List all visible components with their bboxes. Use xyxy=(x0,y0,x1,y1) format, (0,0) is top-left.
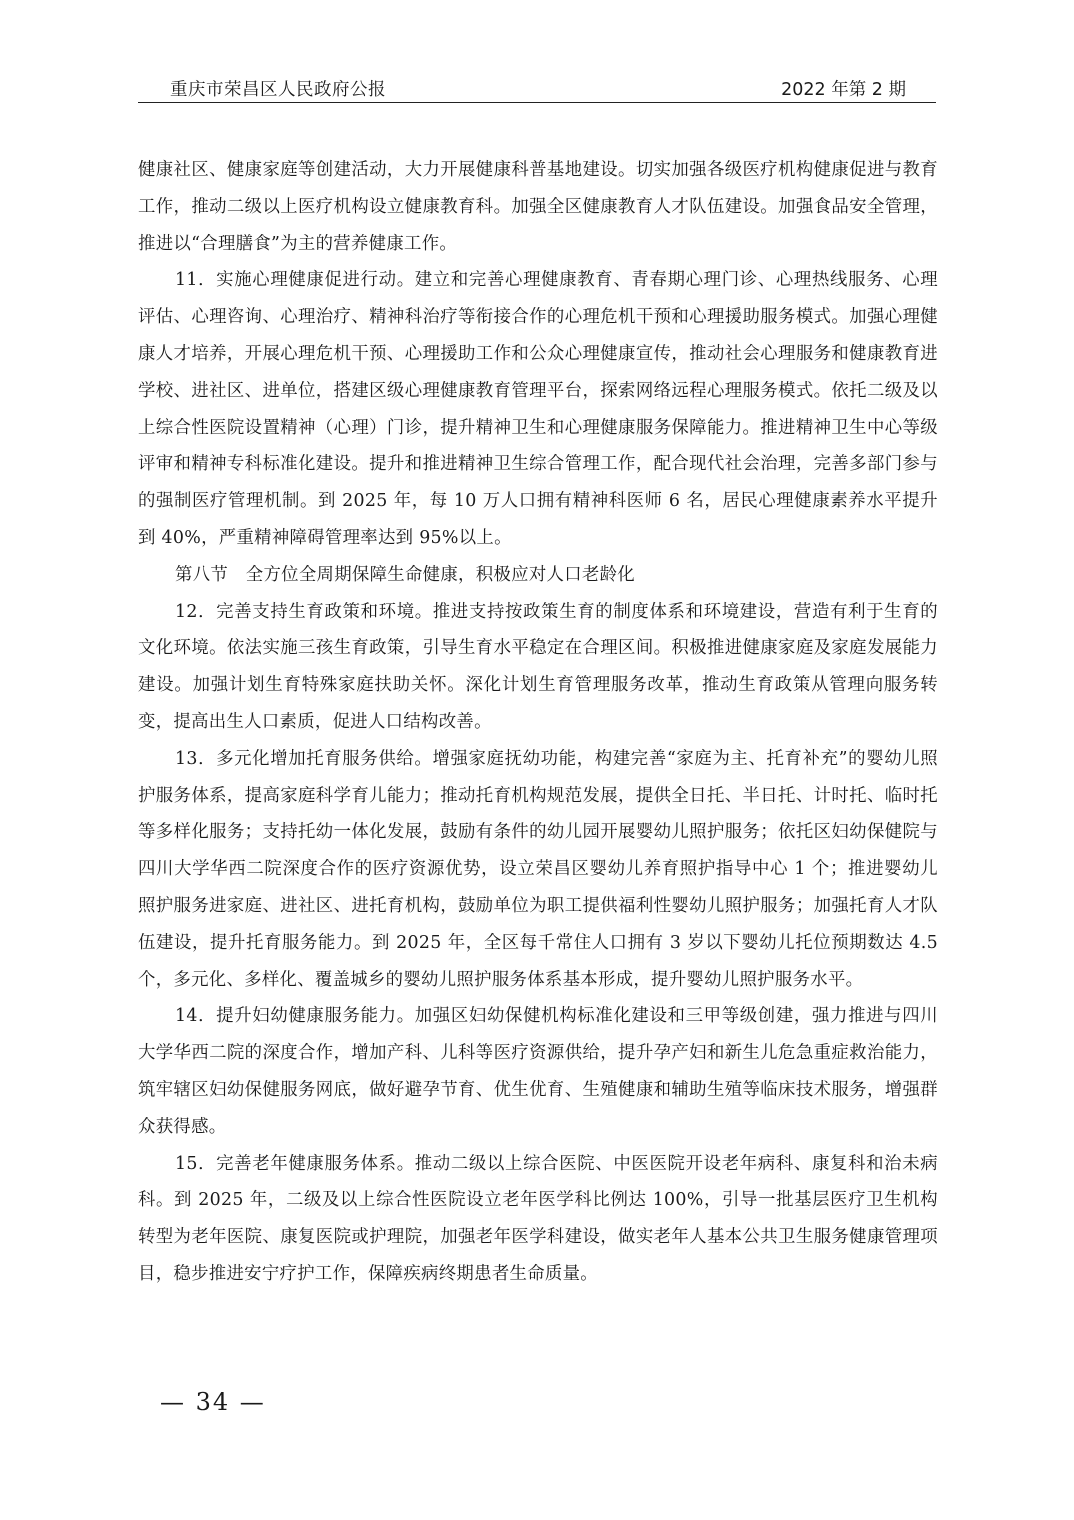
page-header xyxy=(138,72,936,103)
publication-title: 重庆市荣昌区人民政府公报 xyxy=(170,80,386,100)
paragraph: 11．实施心理健康促进行动。建立和完善心理健康教育、青春期心理门诊、心理热线服务、心理评估、心理咨询、心理治疗、精神科治疗等衔接合作的心理危机干预和心理援助服务模式。加强心理健康人才培养，开展心理危机干预、心理援助工作和公众心理健康宣传，推动社会心理服务和健康教育进学校、进社区、进单位，搭建区级心理健康教育管理平台，探索网络远程心理服务模式。依托二级及以上综合性医院设置精神（心理）门诊，提升精神卫生和心理健康服务保障能力。推进精神卫生中心等级评审和精神专科标准化建设。提升和推进精神卫生综合管理工作，配合现代社会治理，完善多部门参与的强制医疗管理机制。到 2025 年，每 10 万人口拥有精神科医师 6 名，居民心理健康素养水平提升到 40%，严重精神障碍管理率达到 95%以上。 xyxy=(138,270,938,548)
page-number: — 34 — xyxy=(160,1388,266,1416)
body-text xyxy=(138,152,938,1293)
section-heading: 第八节 全方位全周期保障生命健康，积极应对人口老龄化 xyxy=(175,564,635,585)
issue-number: 2022 年第 2 期 xyxy=(781,80,906,100)
paragraph: 12．完善支持生育政策和环境。推进支持按政策生育的制度体系和环境建设，营造有利于生育的文化环境。依法实施三孩生育政策，引导生育水平稳定在合理区间。积极推进健康家庭及家庭发展能力建设。加强计划生育特殊家庭扶助关怀。深化计划生育管理服务改革，推动生育政策从管理向服务转变，提高出生人口素质，促进人口结构改善。 xyxy=(138,601,938,732)
paragraph: 15．完善老年健康服务体系。推动二级以上综合医院、中医医院开设老年病科、康复科和治未病科。到 2025 年，二级及以上综合性医院设立老年医学科比例达 100%，引导一批基层医疗卫生机构转型为老年医院、康复医院或护理院，加强老年医学科建设，做实老年人基本公共卫生服务健康管理项目，稳步推进安宁疗护工作，保障疾病终期患者生命质量。 xyxy=(138,1153,938,1284)
paragraph: 14．提升妇幼健康服务能力。加强区妇幼保健机构标准化建设和三甲等级创建，强力推进与四川大学华西二院的深度合作，增加产科、儿科等医疗资源供给，提升孕产妇和新生儿危急重症救治能力，筑牢辖区妇幼保健服务网底，做好避孕节育、优生优育、生殖健康和辅助生殖等临床技术服务，增强群众获得感。 xyxy=(138,1006,938,1137)
paragraph: 13．多元化增加托育服务供给。增强家庭抚幼功能，构建完善“家庭为主、托育补充”的婴幼儿照护服务体系，提高家庭科学育儿能力；推动托育机构规范发展，提供全日托、半日托、计时托、临时托等多样化服务；支持托幼一体化发展，鼓励有条件的幼儿园开展婴幼儿照护服务；依托区妇幼保健院与四川大学华西二院深度合作的医疗资源优势，设立荣昌区婴幼儿养育照护指导中心 1 个；推进婴幼儿照护服务进家庭、进社区、进托育机构，鼓励单位为职工提供福利性婴幼儿照护服务；加强托育人才队伍建设，提升托育服务能力。到 2025 年，全区每千常住人口拥有 3 岁以下婴幼儿托位预期数达 4.5 个，多元化、多样化、覆盖城乡的婴幼儿照护服务体系基本形成，提升婴幼儿照护服务水平。 xyxy=(138,748,938,990)
paragraph: 健康社区、健康家庭等创建活动，大力开展健康科普基地建设。切实加强各级医疗机构健康促进与教育工作，推动二级以上医疗机构设立健康教育科。加强全区健康教育人才队伍建设。加强食品安全管理，推进以“合理膳食”为主的营养健康工作。 xyxy=(138,160,938,254)
